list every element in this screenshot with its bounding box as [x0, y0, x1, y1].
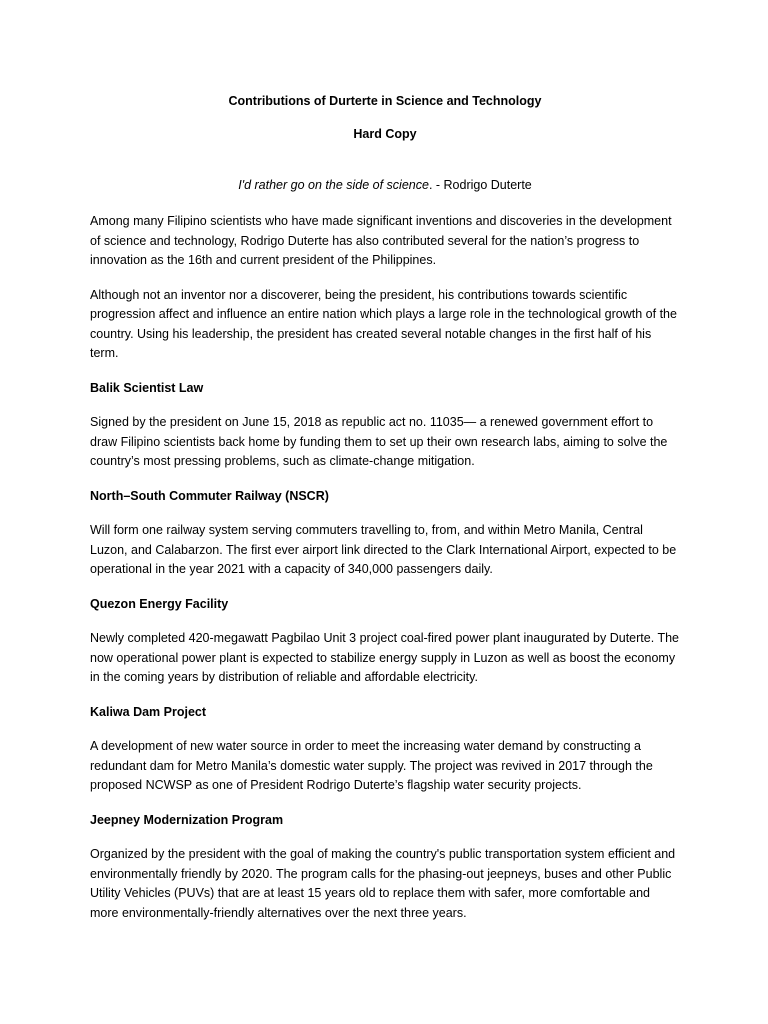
section-body-balik-scientist-law: Signed by the president on June 15, 2018 as republic act no. 11035— a renewed government effort to draw Filipino scientists back home by funding them to set up their own research labs, aiming to solve the country’s most pressing problems, such as climate-change mitigation. — [90, 415, 668, 468]
intro-paragraph-1: Among many Filipino scientists who have made significant inventions and discoveries in the development of science and technology, Rodrigo Duterte has also contributed several for the nation’s progress to innovation as the 16th and current president of the Philippines. — [90, 214, 672, 267]
section-heading-nscr: North–South Commuter Railway (NSCR) — [90, 488, 329, 503]
quote-attribution: . - Rodrigo Duterte — [428, 178, 532, 192]
section-heading-jeepney-modernization: Jeepney Modernization Program — [90, 812, 284, 827]
section-heading-balik-scientist-law: Balik Scientist Law — [90, 380, 204, 395]
document-title: Contributions of Durterte in Science and Technology — [228, 94, 542, 108]
section-heading-quezon-energy: Quezon Energy Facility — [90, 596, 229, 611]
section-heading-kaliwa-dam: Kaliwa Dam Project — [90, 704, 207, 719]
intro-paragraph-2: Although not an inventor nor a discoverer, being the president, his contributions towards scientific progression affect and influence an entire nation which plays a large role in the technological growth of the country. Using his leadership, the president has created several notable changes in the first half of his term. — [90, 287, 677, 360]
section-body-kaliwa-dam: A development of new water source in order to meet the increasing water demand by constructing a redundant dam for Metro Manila’s domestic water supply. The project was revived in 2017 through the proposed NCWSP as one of President Rodrigo Duterte’s flagship water security projects. — [90, 739, 653, 792]
document-content — [90, 91, 680, 938]
epigraph-quote — [90, 175, 680, 196]
section-body-jeepney-modernization: Organized by the president with the goal of making the country's public transportation system efficient and environmentally friendly by 2020. The program calls for the phasing-out jeepneys, buses and other Public Utility Vehicles (PUVs) that are at least 15 years old to replace them with safer, more comfortable and more environmentally-friendly alternatives over the next three years. — [90, 847, 676, 920]
document-subtitle: Hard Copy — [353, 127, 417, 141]
section-body-quezon-energy: Newly completed 420-megawatt Pagbilao Unit 3 project coal-fired power plant inaugurated by Duterte. The now operational power plant is expected to stabilize energy supply in Luzon as well as boost the economy in the coming years by distribution of reliable and affordable electricity. — [90, 631, 679, 684]
quote-text: I'd rather go on the side of science — [238, 178, 429, 192]
section-body-nscr: Will form one railway system serving commuters travelling to, from, and within Metro Manila, Central Luzon, and Calabarzon. The first ever airport link directed to the Clark International Airport, expected to be operational in the year 2021 with a capacity of 340,000 passengers daily. — [90, 523, 677, 576]
